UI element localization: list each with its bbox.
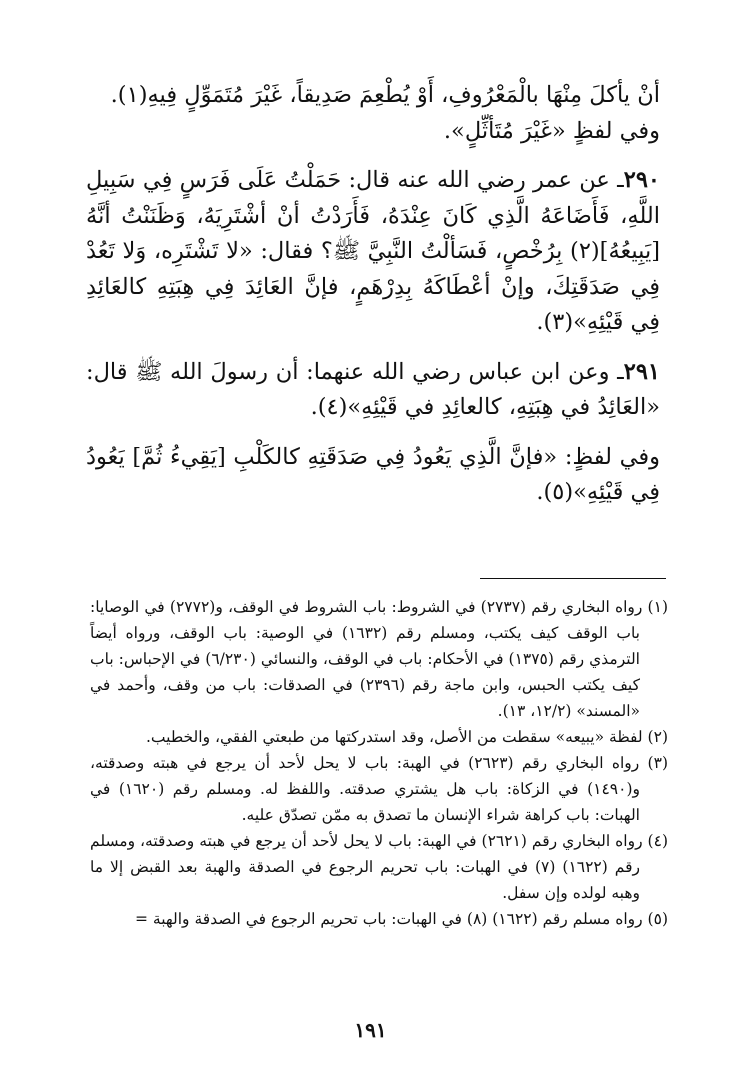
hadith-number-291: ٢٩١ bbox=[623, 358, 660, 385]
footnote-divider bbox=[480, 578, 666, 579]
paragraph-1: أنْ يأكلَ مِنْهَا بالْمَعْرُوفِ، أَوْ يُطْعِمَ صَدِيقاً، غَيْرَ مُتَمَوِّلٍ فِيهِ(١). bbox=[110, 82, 660, 108]
footnotes bbox=[90, 594, 668, 932]
main-text bbox=[86, 78, 660, 511]
hadith-number-290: ٢٩٠ bbox=[623, 167, 660, 193]
footnote-1: (١) رواه البخاري رقم (٢٧٣٧) في الشروط: باب الشروط في الوقف، و(٢٧٧٢) في الوصايا: باب الوقف كيف يكتب، ومسلم رقم (١٦٣٢) في الوصية: باب الوقف، ورواه أيضاً الترمذي رقم (١٣٧٥) في الأحكام: باب في الوقف، والنسائي (٦/٢٣٠) في الإحباس: باب كيف يكتب الحبس، وابن ماجة رقم (٢٣٩٦) في الصدقات: باب من وقف، وأحمد في «المسند» (١٢/٢، ١٣). bbox=[90, 598, 668, 720]
footnote-5: (٥) رواه مسلم رقم (١٦٢٢) (٨) في الهبات: باب تحريم الرجوع في الصدقة والهبة = bbox=[134, 910, 668, 928]
footnote-4: (٤) رواه البخاري رقم (٢٦٢١) في الهبة: باب لا يحل لأحد أن يرجع في هبته وصدقته، ومسلم رقم (١٦٢٢) (٧) في الهبات: باب تحريم الرجوع في الصدقة والهبة بعد القبض إلا ما وهبه لولده وإن سفل. bbox=[90, 832, 668, 902]
footnote-3: (٣) رواه البخاري رقم (٢٦٢٣) في الهبة: باب لا يحل لأحد أن يرجع في هبته وصدقته، و(١٤٩٠) في الزكاة: باب هل يشتري صدقته. واللفظ له. ومسلم رقم (١٦٢٠) في الهبات: باب كراهة شراء الإنسان ما تصدق به ممّن تصدّق عليه. bbox=[90, 754, 668, 824]
page-number: ١٩١ bbox=[354, 1018, 387, 1042]
paragraph-5: وفي لفظٍ: «فإنَّ الَّذِي يَعُودُ فِي صَدَقَتِهِ كالكَلْبِ [يَقِيءُ ثُمَّ] يَعُودُ فِي قَيْئِهِ»(٥). bbox=[86, 443, 660, 505]
hadith-290 bbox=[86, 163, 660, 341]
hadith-text-290: ـ عن عمر رضي الله عنه قال: حَمَلْتُ عَلَى فَرَسٍ فِي سَبِيلِ اللَّهِ، فَأَضَاعَهُ الَّذِي كَانَ عِنْدَهُ، فَأَرَدْتُ أنْ أشْتَرِيَهُ، وَظَنَنْتُ أنَّهُ [يَبِيعُهُ](٢) بِرُخْصٍ، فَسَألْتُ النَّبِيَّ ﷺ؟ فقال: «لا تَشْتَرِه، وَلا تَعُدْ فِي صَدَقَتِكَ، وإنْ أعْطَاكَهُ بِدِرْهَمٍ، فإنَّ العَائِدَ فِي هِبَتِهِ كالعَائِدِ فِي قَيْئِهِ»(٣). bbox=[86, 167, 660, 335]
hadith-text-291: ـ وعن ابن عباس رضي الله عنهما: أن رسولَ الله ﷺ قال: «العَائِدُ في هِبَتِهِ، كالعائِدِ في قَيْئِهِ»(٤). bbox=[86, 358, 660, 420]
hadith-291 bbox=[86, 355, 660, 426]
footnote-2: (٢) لفظة «يبيعه» سقطت من الأصل، وقد استدركتها من طبعتي الفقي، والخطيب. bbox=[146, 728, 668, 746]
paragraph-2: وفي لفظٍ «غَيْرَ مُتَأثِّلٍ». bbox=[443, 117, 660, 144]
